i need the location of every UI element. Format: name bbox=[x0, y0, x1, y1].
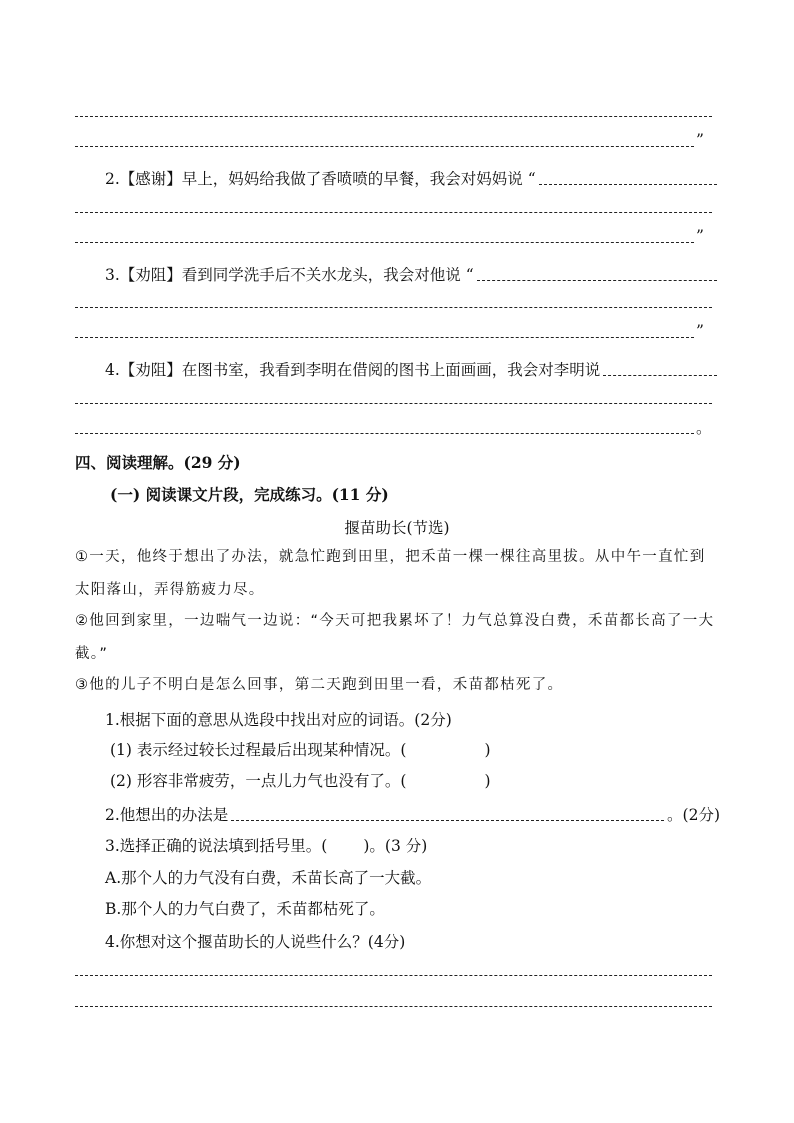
close-quote: ” bbox=[696, 131, 704, 149]
answer-line[interactable] bbox=[75, 1006, 712, 1007]
story-paragraph: ②他回到家里，一边喘气一边说：“今天可把我累坏了！力气总算没白费，禾苗都长高了一大截。” bbox=[75, 613, 715, 662]
reading-question-3 bbox=[105, 834, 427, 856]
answer-line[interactable] bbox=[477, 280, 717, 281]
section-title: 四、阅读理解。(29 分) bbox=[75, 453, 241, 472]
part-title: (一) 阅读课文片段，完成练习。(11 分) bbox=[110, 485, 389, 504]
option-b: B.那个人的力气白费了，禾苗都枯死了。 bbox=[105, 900, 385, 918]
close-quote: ” bbox=[696, 227, 704, 245]
sub-question bbox=[110, 769, 491, 791]
answer-line[interactable] bbox=[75, 433, 694, 434]
question-2-text: 2.【感谢】早上，妈妈给我做了香喷喷的早餐，我会对妈妈说 “ bbox=[105, 170, 536, 188]
sub-question-text: (1) 表示经过较长过程最后出现某种情况。( bbox=[110, 741, 407, 759]
period-mark: 。 bbox=[696, 419, 712, 437]
reading-question-2 bbox=[105, 796, 720, 826]
question-3 bbox=[105, 256, 720, 286]
question-score: )。(3 分) bbox=[363, 837, 428, 855]
answer-line[interactable] bbox=[75, 337, 694, 338]
answer-line[interactable] bbox=[539, 184, 717, 185]
answer-line[interactable] bbox=[231, 820, 664, 821]
answer-line[interactable] bbox=[75, 116, 712, 117]
story-title: 揠苗助长(节选) bbox=[344, 519, 450, 537]
close-paren: ) bbox=[484, 741, 491, 759]
close-quote: ” bbox=[696, 322, 704, 340]
answer-line[interactable] bbox=[75, 975, 712, 976]
reading-question-4: 4.你想对这个揠苗助长的人说些什么？(4分) bbox=[105, 933, 406, 951]
reading-question-1: 1.根据下面的意思从选段中找出对应的词语。(2分) bbox=[105, 711, 452, 729]
option-a: A.那个人的力气没有白费，禾苗长高了一大截。 bbox=[105, 869, 432, 887]
close-paren: ) bbox=[484, 772, 491, 790]
answer-line[interactable] bbox=[603, 375, 717, 376]
question-4 bbox=[105, 351, 720, 381]
answer-line[interactable] bbox=[75, 307, 712, 308]
question-4-text: 4.【劝阻】在图书室，我看到李明在借阅的图书上面画画，我会对李明说 bbox=[105, 361, 601, 379]
question-text: 3.选择正确的说法填到括号里。( bbox=[105, 837, 328, 855]
answer-line[interactable] bbox=[75, 146, 694, 147]
sub-question-text: (2) 形容非常疲劳，一点儿力气也没有了。( bbox=[110, 772, 407, 790]
story-paragraph: ③他的儿子不明白是怎么回事，第二天跑到田里一看，禾苗都枯死了。 bbox=[75, 677, 564, 693]
sub-question bbox=[110, 738, 491, 760]
answer-line[interactable] bbox=[75, 403, 712, 404]
question-score: 。(2分) bbox=[667, 806, 720, 824]
question-3-text: 3.【劝阻】看到同学洗手后不关水龙头，我会对他说 “ bbox=[105, 266, 474, 284]
story-paragraph: ①一天，他终于想出了办法，就急忙跑到田里，把禾苗一棵一棵往高里拔。从中午一直忙到太阳落山，弄得筋疲力尽。 bbox=[75, 549, 706, 598]
question-2 bbox=[105, 160, 720, 190]
question-text: 2.他想出的办法是 bbox=[105, 806, 229, 824]
answer-line[interactable] bbox=[75, 212, 712, 213]
answer-line[interactable] bbox=[75, 242, 694, 243]
